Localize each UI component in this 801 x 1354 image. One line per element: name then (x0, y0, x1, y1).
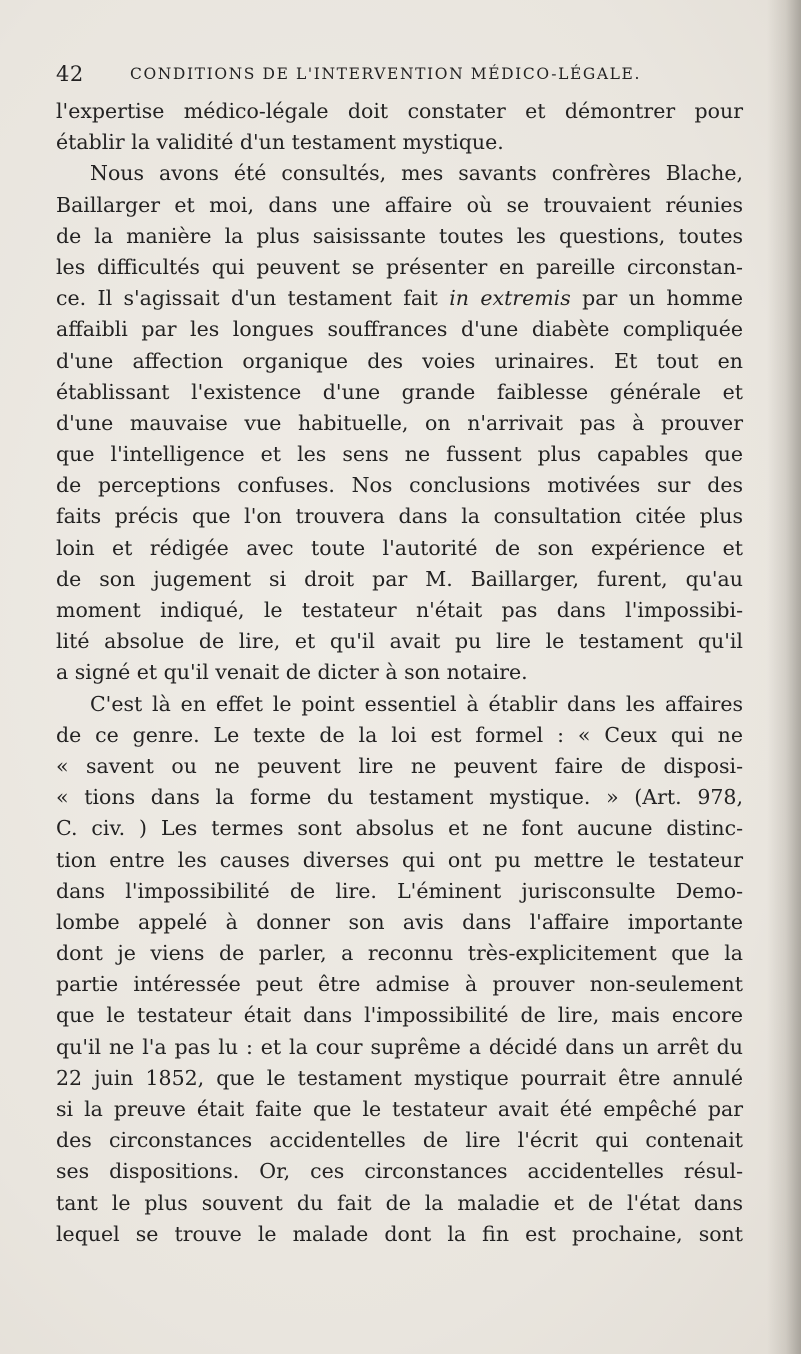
text-line (56, 96, 743, 127)
page-header (56, 62, 756, 88)
text-line-content: les difficultés qui peuvent se présenter en pareille circonstan- (56, 254, 743, 279)
page-number: 42 (56, 62, 84, 86)
text-line (56, 252, 743, 283)
text-line (56, 907, 743, 938)
text-line (56, 595, 743, 626)
text-line-content: C. civ. ) Les termes sont absolus et ne font aucune distinc- (56, 816, 743, 841)
text-line-content: moment indiqué, le testateur n'était pas dans l'impossibi- (56, 598, 743, 622)
text-line-content: de la manière la plus saisissante toutes les questions, toutes (56, 223, 743, 248)
text-line (56, 533, 743, 564)
page-edge-shadow (767, 0, 801, 1354)
text-line (56, 1063, 743, 1094)
text-line (56, 439, 743, 470)
text-line-content: que l'intelligence et les sens ne fussent plus capables que (56, 442, 743, 467)
text-line-content: Baillarger et moi, dans une affaire où se trouvaient réunies (56, 192, 743, 217)
text-line-content: dont je viens de parler, a reconnu très-explicitement que la (56, 941, 743, 966)
text-line-content: lombe appelé à donner son avis dans l'affaire importante (56, 909, 743, 934)
italic-phrase: in extremis (449, 286, 571, 311)
text-line-content: que le testateur était dans l'impossibilité de lire, mais encore (56, 1003, 743, 1028)
text-line-content: a signé et qu'il venait de dicter à son notaire. (56, 660, 528, 685)
text-line-content: Nous avons été consultés, mes savants confrères Blache, (90, 161, 743, 186)
text-line (56, 127, 743, 158)
text-line (56, 969, 743, 1000)
text-line-content: dans l'impossibilité de lire. L'éminent jurisconsulte Demo- (56, 878, 743, 903)
text-line (56, 1125, 743, 1156)
text-line (56, 501, 743, 532)
text-line (56, 938, 743, 969)
text-line-continuation: par un homme (582, 286, 743, 311)
text-line-content: « tions dans la forme du testament mystique. » (Art. 978, (56, 785, 743, 810)
text-line-content: partie intéressée peut être admise à prouver non-seulement (56, 972, 743, 997)
text-line (56, 876, 743, 907)
text-line-content: tant le plus souvent du fait de la maladie et de l'état dans (56, 1190, 743, 1215)
text-line-content: d'une affection organique des voies urinaires. Et tout en (56, 348, 743, 373)
text-line-content: lequel se trouve le malade dont la fin est prochaine, sont (56, 1221, 743, 1246)
text-line-content: qu'il ne l'a pas lu : et la cour suprême a décidé dans un arrêt du (56, 1034, 743, 1059)
text-line (56, 1219, 743, 1250)
text-line-content: lité absolue de lire, et qu'il avait pu lire le testament qu'il (56, 629, 743, 654)
text-line-content: ce. Il s'agissait d'un testament fait (56, 286, 438, 311)
text-line-content: ses dispositions. Or, ces circonstances accidentelles résul- (56, 1159, 743, 1184)
text-line (56, 564, 743, 595)
text-line (56, 158, 743, 189)
text-line-content: si la preuve était faite que le testateur avait été empêché par (56, 1097, 743, 1121)
text-line (56, 346, 743, 377)
text-line (56, 626, 743, 657)
text-line-content: faits précis que l'on trouvera dans la consultation citée plus (56, 504, 743, 529)
text-line (56, 751, 743, 782)
text-line-content: des circonstances accidentelles de lire l'écrit qui contenait (56, 1128, 743, 1153)
text-line-content: de perceptions confuses. Nos conclusions motivées sur des (56, 473, 743, 498)
text-line-content: de son jugement si droit par M. Baillarger, furent, qu'au (56, 566, 743, 591)
text-line (56, 470, 743, 501)
text-line (56, 1032, 743, 1063)
text-line (56, 221, 743, 252)
text-line-content: « savent ou ne peuvent lire ne peuvent faire de disposi- (56, 753, 743, 778)
text-line (56, 813, 743, 844)
text-line (56, 408, 743, 439)
text-line (56, 657, 743, 688)
text-line (56, 283, 743, 314)
text-line (56, 782, 743, 813)
text-line-content: établissant l'existence d'une grande faiblesse générale et (56, 379, 743, 404)
text-line-content: tion entre les causes diverses qui ont pu mettre le testateur (56, 847, 743, 872)
text-line-content: loin et rédigée avec toute l'autorité de son expérience et (56, 535, 743, 560)
text-line-content: affaibli par les longues souffrances d'une diabète compliquée (56, 317, 743, 342)
text-line (56, 1094, 743, 1125)
text-line (56, 377, 743, 408)
text-line-content: l'expertise médico-légale doit constater et démontrer pour (56, 99, 743, 123)
text-line-content: de ce genre. Le texte de la loi est formel : « Ceux qui ne (56, 722, 743, 747)
text-line (56, 314, 743, 345)
text-line-content: d'une mauvaise vue habituelle, on n'arrivait pas à prouver (56, 410, 743, 435)
text-line-content: C'est là en effet le point essentiel à établir dans les affaires (90, 691, 743, 716)
text-line (56, 720, 743, 751)
text-line (56, 689, 743, 720)
text-line (56, 190, 743, 221)
text-line-content: 22 juin 1852, que le testament mystique pourrait être annulé (56, 1065, 743, 1090)
text-line (56, 845, 743, 876)
running-head: CONDITIONS DE L'INTERVENTION MÉDICO-LÉGALE. (130, 65, 641, 83)
text-line (56, 1000, 743, 1031)
body-text (56, 96, 743, 1250)
text-line (56, 1188, 743, 1219)
text-line (56, 1156, 743, 1187)
text-line-content: établir la validité d'un testament mystique. (56, 130, 504, 155)
